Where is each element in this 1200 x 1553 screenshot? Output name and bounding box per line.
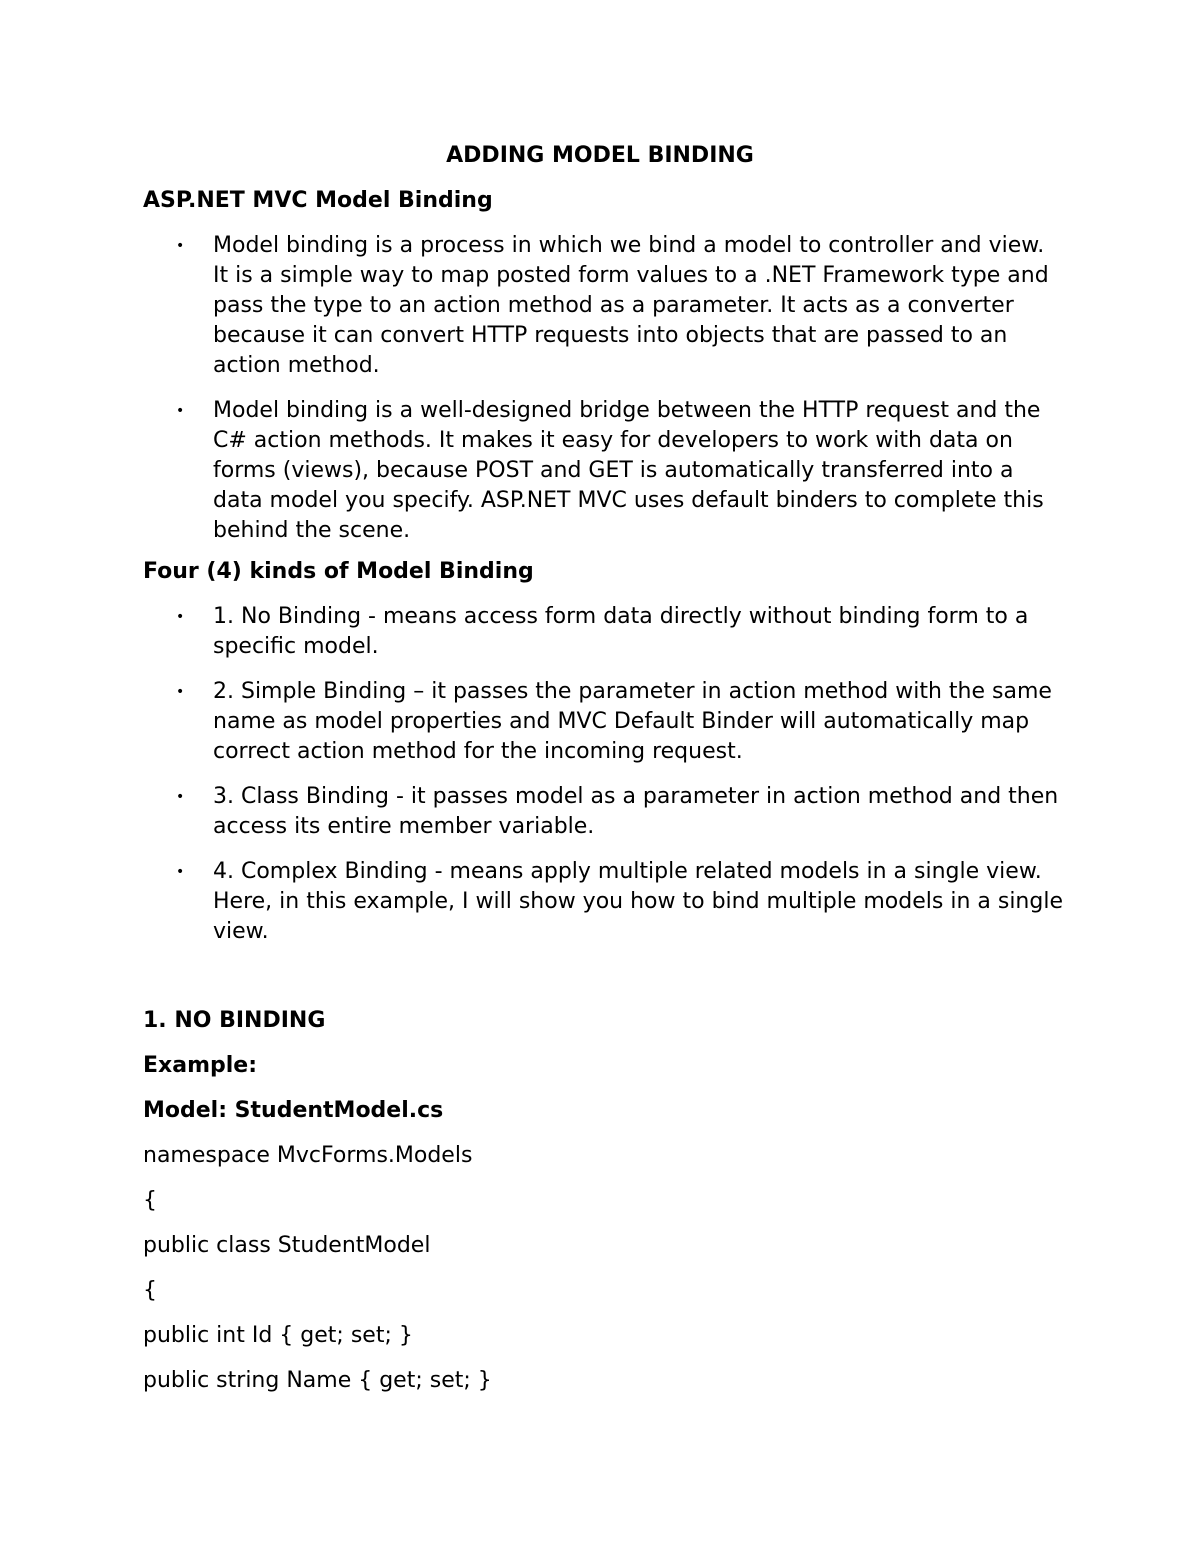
bullet-icon: • (176, 864, 185, 880)
section-heading-model-binding: ASP.NET MVC Model Binding (143, 188, 493, 213)
list-item (0, 602, 1063, 662)
list-item (0, 782, 1063, 842)
model-file-label: Model: StudentModel.cs (143, 1098, 444, 1123)
bullet-icon: • (176, 609, 185, 625)
list-item (0, 231, 1063, 381)
bullet-icon: • (176, 403, 185, 419)
list-item-text: 3. Class Binding - it passes model as a parameter in action method and then access its entire member variable. (213, 784, 1059, 839)
kinds-bullet-list (0, 602, 1200, 962)
list-item-text: Model binding is a well-designed bridge between the HTTP request and the C# action methods. It makes it easy for developers to work with data on forms (views), because POST and GET is automatically transferred into a data model you specify. ASP.NET MVC uses default binders to complete this behind the scene. (213, 398, 1044, 543)
code-line: namespace MvcForms.Models (143, 1143, 473, 1168)
section-heading-kinds: Four (4) kinds of Model Binding (143, 559, 534, 584)
list-item (0, 857, 1063, 947)
page-title: ADDING MODEL BINDING (446, 143, 754, 168)
list-item-text: 2. Simple Binding – it passes the parameter in action method with the same name as model properties and MVC Default Binder will automatically map correct action method for the incoming request. (213, 679, 1052, 764)
code-line: { (143, 1188, 157, 1213)
list-item (0, 396, 1063, 546)
bullet-icon: • (176, 684, 185, 700)
bullet-icon: • (176, 789, 185, 805)
example-label: Example: (143, 1053, 257, 1078)
list-item-text: 4. Complex Binding - means apply multiple related models in a single view. Here, in this example, I will show you how to bind multiple models in a single view. (213, 859, 1063, 944)
model-binding-bullet-list (0, 231, 1200, 561)
list-item-text: 1. No Binding - means access form data directly without binding form to a specific model. (213, 604, 1029, 659)
code-line: { (143, 1278, 157, 1303)
code-line: public int Id { get; set; } (143, 1323, 413, 1348)
list-item-text: Model binding is a process in which we bind a model to controller and view. It is a simple way to map posted form values to a .NET Framework type and pass the type to an action method as a parameter. It acts as a converter because it can convert HTTP requests into objects that are passed to an action method. (213, 233, 1049, 378)
bullet-icon: • (176, 238, 185, 254)
list-item (0, 677, 1063, 767)
section-heading-no-binding: 1. NO BINDING (143, 1008, 326, 1033)
code-line: public class StudentModel (143, 1233, 431, 1258)
code-line: public string Name { get; set; } (143, 1368, 492, 1393)
